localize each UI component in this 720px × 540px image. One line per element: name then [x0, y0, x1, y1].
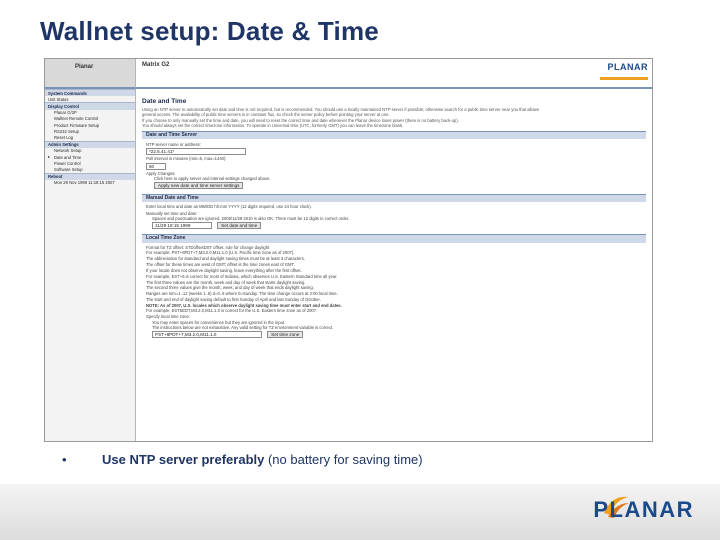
set-time-zone-button[interactable]: Set time zone — [267, 331, 303, 338]
tz-line: If your locale does not observe daylight saving, leave everything after the first offset. — [146, 268, 302, 274]
intro-line: You should always set the correct timezone information. To operate in Universal time (UTC, formerly GMT) you can leave the timezone blank. — [142, 122, 404, 128]
footer-planar-logo: PLANAR — [593, 497, 694, 522]
header-left-logo-area — [45, 59, 136, 89]
sidebar-timestamp: Mon 29 Nov 1999 11:18:15 2007 — [54, 180, 115, 186]
caption-rest: (no battery for saving time) — [264, 452, 423, 467]
tz-line-note: NOTE: As of 2007, U.S. locales which observe daylight saving time must enter start and end dates. — [146, 302, 342, 308]
tz-line: For example, EST5EDT,M3.2.0,M11.1.0 is correct for the U.S. Eastern time zone as of 2007. — [146, 307, 318, 313]
sidebar-item-software-setup[interactable]: Software Setup — [54, 166, 83, 172]
intro-line: general access. The availability of public time servers is in constant flux, so check the server policy before pointing your server at one. — [142, 112, 390, 118]
sidebar-item-wallnet-remote[interactable]: Wallnet Remote Control — [54, 116, 99, 122]
manual-date-input[interactable]: 11/29 18:15 1999 — [152, 222, 212, 229]
sidebar-item-network-setup[interactable]: Network Setup — [54, 148, 82, 154]
apply-changes-label: Apply Changes: — [146, 170, 176, 176]
intro-line: If you choose to only manually set the time and date, you will need to reset the correct time and date whenever the Planar device loses power (there is no battery back-up). — [142, 117, 459, 123]
page-heading: Date and Time — [142, 98, 187, 105]
caption-bold: Use NTP server preferably — [102, 452, 265, 467]
sidebar-item-date-and-time[interactable]: ▸ Date and Time — [45, 154, 135, 160]
tz-line: Format for TZ offset: STDoffsetDST offset, rule for change daylight — [146, 244, 270, 250]
poll-interval-label: Poll interval in minutes (min=5, max=1440): — [146, 156, 227, 162]
sidebar-group-reboot[interactable]: Reboot — [45, 173, 135, 180]
section-ntp — [142, 139, 646, 191]
ntp-server-label: NTP server name or address: — [146, 142, 201, 148]
tz-line: The second three values give the month, week, and day of week that ends daylight saving. — [146, 285, 314, 291]
sidebar-group-system-commands[interactable]: System Commands — [45, 89, 135, 96]
screenshot-panel — [44, 58, 653, 442]
planar-logo: Planar — [75, 64, 94, 70]
tz-line: For example, EST+5 is correct for most of Indiana, which observes U.S. Eastern Standard time all year. — [146, 273, 338, 279]
poll-interval-input[interactable]: 60 — [146, 163, 166, 170]
tz-line: Ranges are mm=1..12 (weeks 1..5) d=0..6 where 0=Sunday. The time change occurs at 2:00 local time. — [146, 290, 338, 296]
tz-specify-label: Specify local time zone: — [146, 314, 190, 320]
brand-underline — [600, 77, 648, 80]
header-bar — [136, 59, 652, 89]
caption-text — [102, 452, 423, 467]
sidebar-item-planar-g2p[interactable]: Planar G/2P — [54, 110, 77, 116]
sidebar-item-reset-log[interactable]: Reset Log — [54, 134, 74, 140]
intro-text — [142, 107, 646, 128]
sidebar-item-rs232[interactable]: RS232 Setup — [54, 128, 79, 134]
sidebar-item-power-control[interactable]: Power Control — [54, 160, 81, 166]
sidebar-item-firmware[interactable]: Product Firmware Setup — [54, 122, 100, 128]
tz-line: The start and end of daylight saving default to first Sunday of April and last Sunday of October. — [146, 297, 321, 303]
manual-format-note: Spaces and punctuation are ignored. 2005/11/29 2010 is also OK. There must be 12 digits in correct order. — [152, 216, 350, 222]
section-header-ntp: Date and Time Server — [142, 131, 646, 139]
section-header-manual: Manual Date and Time — [142, 194, 646, 202]
set-date-time-button[interactable]: Set date and time — [217, 222, 261, 229]
section-header-timezone: Local Time Zone — [142, 234, 646, 242]
intro-line: Using an NTP server to automatically set date and time is not required, but is recommended. You should use a locally maintained NTP server if possible; otherwise search for a public time server near you that allows — [142, 107, 539, 113]
sidebar-item-unit-status[interactable]: Unit Status — [48, 96, 69, 102]
main-content — [136, 89, 652, 441]
ntp-server-input[interactable]: *22.5.41.41* — [146, 148, 246, 155]
bullet-marker: • — [62, 452, 67, 467]
tz-line: The first three values are the month, week and day of week that starts daylight saving. — [146, 280, 306, 286]
manual-set-label: Manually set time and date: — [146, 210, 198, 216]
brand-logo: PLANAR — [607, 62, 648, 72]
manual-instructions: Enter local time and date as MM/DD hh:mm YYYY (12 digits required, use 24 hour clock). — [146, 204, 312, 210]
sidebar — [45, 89, 136, 441]
tz-line: The instructions below are not exhaustive. Any valid setting for TZ environment variable is correct. — [152, 324, 334, 330]
tz-line: The offset for these times are west of GMT; offset is the time zones east of GMT. — [146, 261, 295, 267]
app-name: Matrix G2 — [142, 62, 170, 68]
sidebar-group-admin-settings[interactable]: Admin Settings — [45, 141, 135, 148]
section-timezone — [142, 243, 646, 341]
timezone-input[interactable]: PST+8PDT+7,M3.2.0,M11.1.0 — [152, 331, 262, 338]
apply-ntp-button[interactable]: Apply new date and time server settings — [154, 182, 243, 189]
slide-title: Wallnet setup: Date & Time — [40, 16, 379, 46]
tz-line: The abbreviation for standard and daylight saving times must be at least 3 characters. — [146, 256, 305, 262]
tz-line: For example: PST+8PDT+7,M3.2.0,M11.1.0 (U.S. Pacific time zone as of 2007). — [146, 249, 295, 255]
sidebar-group-display-control[interactable]: Display Control — [45, 102, 135, 109]
apply-hint: Click here to apply server and interval settings changed above. — [154, 175, 271, 181]
section-manual — [142, 202, 646, 231]
tz-line: You may enter spaces for convenience but they are ignored in the input. — [152, 319, 286, 325]
